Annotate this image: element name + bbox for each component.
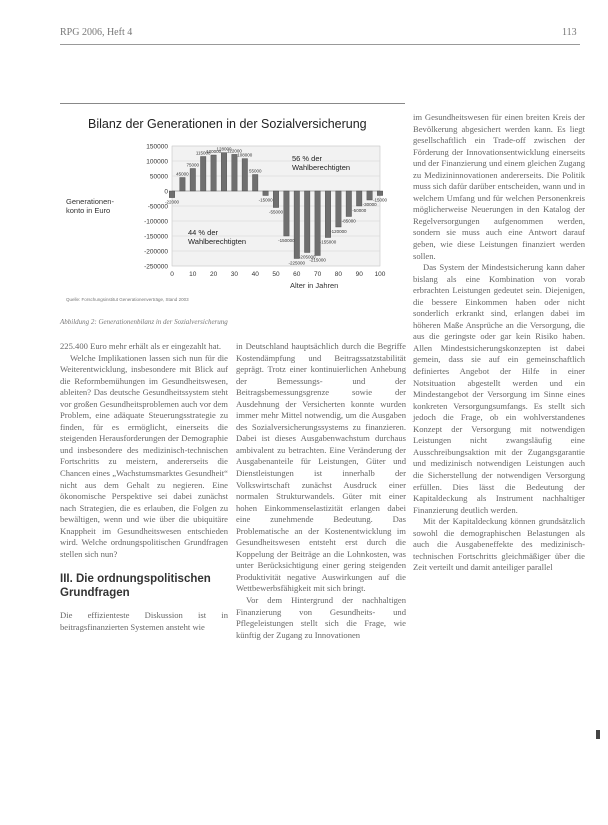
data-label: -120000 xyxy=(330,229,347,234)
x-tick-label: 40 xyxy=(251,271,259,278)
bar xyxy=(211,155,216,191)
y-tick-label: -200000 xyxy=(144,248,168,256)
generations-bar-chart xyxy=(60,103,405,313)
data-label: 108000 xyxy=(237,152,253,158)
annotation-44: 44 % der xyxy=(188,228,219,237)
y-tick-label: -250000 xyxy=(144,263,168,271)
y-tick-label: -150000 xyxy=(144,233,168,241)
col3-paragraph-2: Das System der Mindestsicherung kann daher bislang als eine Kombination von vorab erbrachten Leistungen gedeutet sein. Diejenigen, die bessere Einkommen haben oder nicht sonderlich erkrankt sind, erlangen dabei im höheren Maße Ansprüche an die Versorgung, die aus die geringste oder gar kein Risiko haben. Allen Mindestsicherungskonzepten ist dabei gemein, dass sie auf ein gemeinschaftlich definiertes Angebot der Hilfe in einer Notsituation abgestellt werden und ein Mindestangebot der Versorgung im Sinne eines konkreten Versorgungsumfangs. Es stellt sich jedoch die Frage, ob ein wohlverstandenes Konzept der Versorgung mit notwendigen Leistungen nicht zwangsläufig eine Ausschreibungsaktion mit der Zugangsgarantie und medizinisch notwendigen Leistungen auch die Sicherstellung der notwendigen Versorgung erfüllen. Dies lässt die Bedeutung der Kapitaldeckung als Instrument nachhaltiger Finanzierung deutlich werden. xyxy=(413,262,585,515)
data-label: -30000 xyxy=(362,202,377,207)
figure-source: Quelle: Forschungsinstitut Generationenverträge, Stand 2003 xyxy=(66,297,189,302)
col3-paragraph-1: im Gesundheitswesen für einen breiten Kreis der Bevölkerung abgesichert werden kann. Es liegt gesellschaftlich ein Trade-off zwischen der Förderung der Innovationsentwicklung einerseits und der Finanzierung und einem gleichen Zugang zu Medizininnovationen andererseits. Die Politik muss sich dafür darüber entscheiden, wann und in welchem Umfang und für welchen Personenkreis möglicherweise Neuerungen in den Katalog der Regelversorgungen aufgenommen werden, sondern sie muss auch eine Antwort darauf geben, wie diese Leistungen finanziert werden sollen. xyxy=(413,112,585,261)
bar xyxy=(242,159,247,191)
y-axis-label: Generationen- xyxy=(66,197,114,206)
x-tick-label: 0 xyxy=(170,271,174,278)
y-tick-label: -100000 xyxy=(144,218,168,226)
bar xyxy=(304,191,309,253)
running-header: RPG 2006, Heft 4 xyxy=(60,27,133,38)
column-1 xyxy=(60,341,228,633)
x-tick-label: 100 xyxy=(374,271,386,278)
bar xyxy=(273,191,278,208)
figure-caption: Abbildung 2: Generationenbilanz in der Sozialversicherung xyxy=(60,318,228,326)
x-tick-label: 80 xyxy=(334,271,343,278)
data-label: -85000 xyxy=(341,218,356,224)
column-2 xyxy=(236,341,406,641)
bar xyxy=(336,191,341,227)
col1-paragraph-2: Welche Implikationen lassen sich nun für die Weiterentwicklung, insbesondere mit Blick auf die Reformbemühungen im Gesundheitswesen, ableiten? Das deutsche Gesundheitssystem steht vor großen Gesundheitsproblemen auch vor dem Problem, eine adäquate Steuerungsstrategie zu finden, für es ermöglicht, einerseits die steigenden Herausforderungen der Demographie und insbesondere des medizinisch-technischen Fortschritts zu meistern, andererseits die Chancen eines „Wachstumsmarktes Gesundheit“ nicht aus dem Gehalt zu negieren. Eine ökonomische Perspektive sei dabei zunächst nach Strategien, die es erlauben, die Folgen zu bewältigen, wenn und wie über die ubiquitäre Knappheit im Gesundheitswesen entschieden wird. Welche ordnungspolitischen Grundfragen stellen sich nun? xyxy=(60,352,228,559)
col1-paragraph-1: 225.400 Euro mehr erhält als er eingezahlt hat. xyxy=(60,341,222,351)
data-label: -15000 xyxy=(258,197,273,203)
data-label: 45000 xyxy=(176,171,189,177)
data-label: -215000 xyxy=(309,257,326,263)
data-label: -205000 xyxy=(298,254,316,260)
data-label: -22000 xyxy=(164,199,180,205)
bar xyxy=(284,191,289,236)
y-tick-label: 0 xyxy=(164,188,168,196)
data-label: 115000 xyxy=(195,150,211,156)
col1-paragraph-3: Die effizienteste Diskussion ist in beitragsfinanzierten Systemen ansteht wie xyxy=(60,610,228,632)
bar xyxy=(190,169,195,192)
y-tick-label: 100000 xyxy=(146,158,168,166)
page-edge-mark xyxy=(596,730,600,739)
bar xyxy=(263,191,268,196)
y-tick-label: -50000 xyxy=(147,203,168,211)
bar xyxy=(221,153,226,191)
data-label: -225000 xyxy=(288,260,306,266)
data-label: -15000 xyxy=(372,197,388,203)
bar xyxy=(169,191,174,198)
bar xyxy=(252,175,257,192)
data-label: 55000 xyxy=(248,168,262,174)
data-label: 128000 xyxy=(216,146,232,152)
data-label: -50000 xyxy=(352,208,367,213)
bar xyxy=(367,191,372,200)
section-heading: III. Die ordnungspolitischen Grundfragen xyxy=(60,573,211,600)
bar xyxy=(200,157,205,192)
x-tick-label: 30 xyxy=(230,271,239,278)
col2-paragraph-1: in Deutschland hauptsächlich durch die Begriffe Kostendämpfung und Beitragssatzstabilität geprägt. Trotz einer kontinuierlichen Anhebung der Bemessungs- und der Beitragsbemessungsgrenze sowie der Ausdehnung der Versicherten konnte wurden immer mehr Mittel notwendig, um die Ausgaben des Sozialversicherungssystems zu finanzieren. Dabei ist dieses Ausgabenwachstum durchaus ambivalent zu betrachten. Eine Veränderung der Ausgabenanteile für Leistungen, Güter und Dienstleistungen ist innerhalb der Volkswirtschaft zunächst Ausdruck einer normalen Strukturwandels. Güter mit einer hohen Einkommenselastizität erlangen dabei eine zunehmende Bedeutung. Das Problematische an der Kostenentwicklung im Gesundheitswesen entsteht erst durch die Koppelung der Beiträge an die Lohnkosten, was unter Berücksichtigung einer gering steigenden Produktivität negative Auswirkungen auf die Wettbewerbsfähigkeit mit sich bringt. xyxy=(236,341,406,594)
x-tick-label: 50 xyxy=(272,271,280,278)
header-rule xyxy=(60,44,580,45)
x-tick-label: 90 xyxy=(355,271,363,278)
x-tick-label: 70 xyxy=(313,271,322,278)
x-tick-label: 10 xyxy=(189,271,197,278)
bar xyxy=(315,191,320,256)
bar xyxy=(356,191,361,206)
y-axis-label-2: konto in Euro xyxy=(66,206,111,215)
page-number: 113 xyxy=(562,27,577,38)
data-label: 122000 xyxy=(226,148,242,154)
y-tick-label: 150000 xyxy=(146,143,168,151)
data-label: -55000 xyxy=(268,209,284,215)
x-axis-label: Alter in Jahren xyxy=(290,281,339,290)
bar xyxy=(294,191,299,259)
bar xyxy=(346,191,351,217)
chart-title: Bilanz der Generationen in der Sozialversicherung xyxy=(88,117,367,131)
data-label: 120000 xyxy=(206,149,222,154)
y-tick-label: 50000 xyxy=(149,173,168,181)
col2-paragraph-2: Vor dem Hintergrund der nachhaltigen Finanzierung von Gesundheits- und Pflegeleistungen stellt sich die Frage, wie künftig der Zugang zu Innovationen xyxy=(236,595,406,640)
column-3 xyxy=(413,112,585,574)
data-label: 75000 xyxy=(186,162,200,168)
bar xyxy=(377,191,382,196)
x-tick-label: 20 xyxy=(209,271,218,278)
annotation-56-2: Wahlberechtigten xyxy=(292,163,351,172)
col3-paragraph-3: Mit der Kapitaldeckung können grundsätzlich sowohl die demographischen Belastungen als auch die Ausgabeneffekte des medizinisch-technischen Fortschritts gleichmäßiger über die Zeit verteilt und damit anteiliger parallel xyxy=(413,516,585,573)
x-tick-label: 60 xyxy=(293,271,301,278)
bar xyxy=(180,178,185,192)
data-label: -155000 xyxy=(319,239,337,245)
annotation-56: 56 % der xyxy=(292,154,323,163)
annotation-44-2: Wahlberechtigten xyxy=(188,237,247,246)
data-label: -150000 xyxy=(278,238,295,243)
bar xyxy=(232,154,237,191)
